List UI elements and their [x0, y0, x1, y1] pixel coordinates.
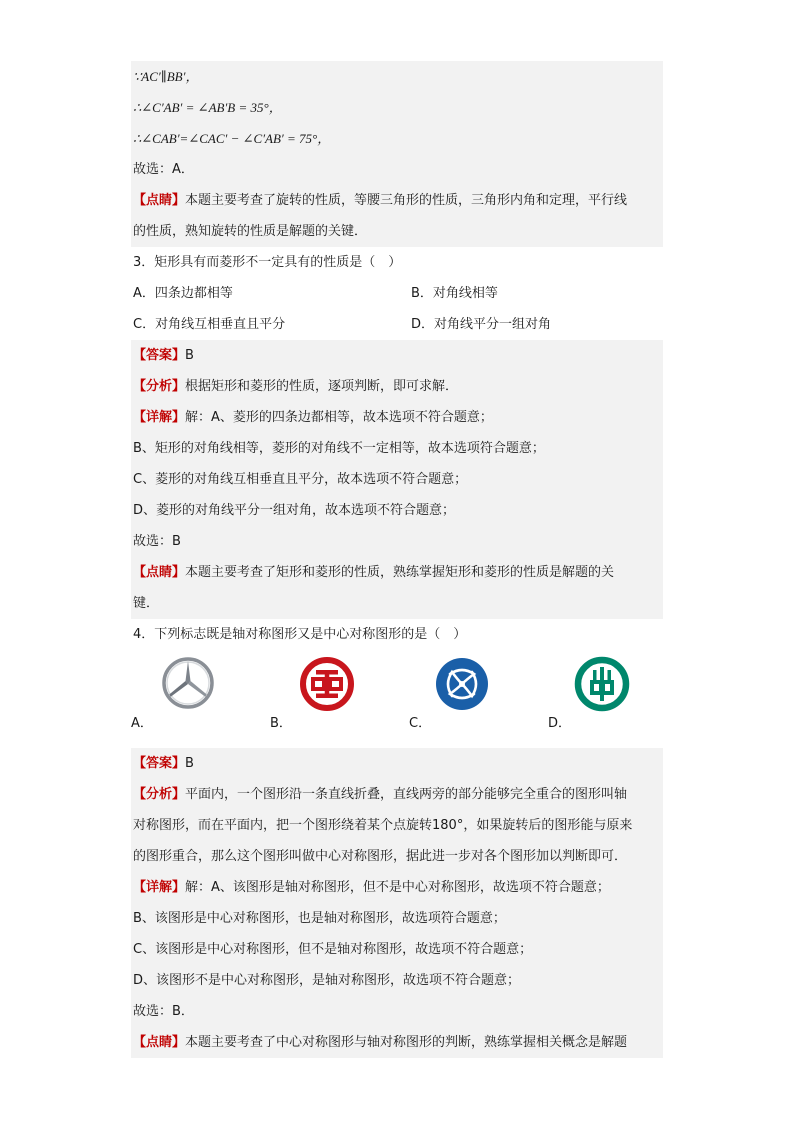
question-3-options-row-2 [131, 309, 663, 340]
question-4-options-logos [131, 650, 663, 748]
comment-line-2: 的性质，熟知旋转的性质是解题的关键． [131, 216, 663, 247]
question-4-detail-3: C、该图形是中心对称图形，但不是轴对称图形，故选项不符合题意； [131, 934, 663, 965]
detail-text: 解：A、菱形的四条边都相等，故本选项不符合题意； [185, 410, 493, 425]
comment-text: 本题主要考查了中心对称图形与轴对称图形的判断，熟练掌握相关概念是解题 [185, 1035, 628, 1050]
analysis-text: 平面内，一个图形沿一条直线折叠，直线两旁的部分能够完全重合的图形叫轴 [185, 787, 628, 802]
answer-value: B [185, 348, 194, 363]
question-3-comment-2: 键． [131, 588, 663, 619]
analysis-tag: 【分析】 [133, 787, 186, 802]
detail-tag: 【详解】 [133, 880, 186, 895]
question-3-comment-1 [131, 557, 663, 588]
question-4-detail-4: D、该图形不是中心对称图形，是轴对称图形，故选项不符合题意； [131, 965, 663, 996]
solution-line-angle-result: ∴∠CAB′=∠CAC′ − ∠C′AB′ = 75°， [131, 123, 663, 154]
mercedes-star-icon [161, 656, 215, 710]
question-4-option-c[interactable] [409, 650, 548, 748]
comment-tag: 【点睛】 [133, 1035, 186, 1050]
question-3-option-a[interactable]: A．四条边都相等 [133, 286, 233, 301]
question-4-option-a[interactable] [131, 650, 270, 748]
solution-choice: 故选：A． [131, 154, 663, 185]
comment-text: 本题主要考查了旋转的性质，等腰三角形的性质，三角形内角和定理，平行线 [185, 193, 628, 208]
question-4-option-d[interactable] [548, 650, 663, 748]
document-page [131, 61, 663, 1058]
question-3-options-row-1 [131, 278, 663, 309]
question-3-option-d[interactable]: D．对角线平分一组对角 [411, 317, 552, 332]
icbc-bank-logo-icon [299, 656, 355, 712]
question-3-answer [131, 340, 663, 371]
question-4-analysis-3: 的图形重合，那么这个图形叫做中心对称图形，据此进一步对各个图形加以判断即可． [131, 841, 663, 872]
option-letter: D． [548, 716, 572, 731]
answer-tag: 【答案】 [133, 756, 186, 771]
question-3-stem: 3．矩形具有而菱形不一定具有的性质是（ ） [131, 247, 663, 278]
question-3-analysis [131, 371, 663, 402]
question-3-detail-2: B、矩形的对角线相等，菱形的对角线不一定相等，故本选项符合题意； [131, 433, 663, 464]
question-3-option-c[interactable]: C．对角线互相垂直且平分 [133, 317, 286, 332]
question-4-comment-1 [131, 1027, 663, 1058]
question-3-detail-3: C、菱形的对角线互相垂直且平分，故本选项不符合题意； [131, 464, 663, 495]
detail-text: 解：A、该图形是轴对称图形，但不是中心对称图形，故选项不符合题意； [185, 880, 610, 895]
question-4-choice: 故选：B． [131, 996, 663, 1027]
comment-text: 本题主要考查了矩形和菱形的性质，熟练掌握矩形和菱形的性质是解题的关 [185, 565, 615, 580]
question-4-analysis-1 [131, 779, 663, 810]
detail-tag: 【详解】 [133, 410, 186, 425]
question-4-stem: 4．下列标志既是轴对称图形又是中心对称图形的是（ ） [131, 619, 663, 650]
answer-value: B [185, 756, 194, 771]
question-3-detail-4: D、菱形的对角线平分一组对角，故本选项不符合题意； [131, 495, 663, 526]
question-4-analysis-2: 对称图形，而在平面内，把一个图形绕着某个点旋转180°，如果旋转后的图形能与原来 [131, 810, 663, 841]
solution-line-parallel: ∵AC′∥BB′， [131, 61, 663, 92]
question-4-detail-1 [131, 872, 663, 903]
china-mobile-logo-icon [434, 656, 490, 712]
option-letter: A． [131, 716, 153, 731]
option-letter: C． [409, 716, 432, 731]
question-3-detail-1 [131, 402, 663, 433]
analysis-tag: 【分析】 [133, 379, 186, 394]
question-4-detail-2: B、该图形是中心对称图形，也是轴对称图形，故选项符合题意； [131, 903, 663, 934]
agricultural-bank-logo-icon [574, 656, 630, 712]
comment-tag: 【点睛】 [133, 193, 186, 208]
option-letter: B． [270, 716, 292, 731]
comment-tag: 【点睛】 [133, 565, 186, 580]
comment-line-1 [131, 185, 663, 216]
answer-tag: 【答案】 [133, 348, 186, 363]
question-3-option-b[interactable]: B．对角线相等 [411, 286, 498, 301]
question-3-choice: 故选：B [131, 526, 663, 557]
solution-line-angle-equal: ∴∠C′AB′ = ∠AB′B = 35°， [131, 92, 663, 123]
question-4-option-b[interactable] [270, 650, 409, 748]
question-4-answer [131, 748, 663, 779]
analysis-text: 根据矩形和菱形的性质，逐项判断，即可求解． [185, 379, 459, 394]
